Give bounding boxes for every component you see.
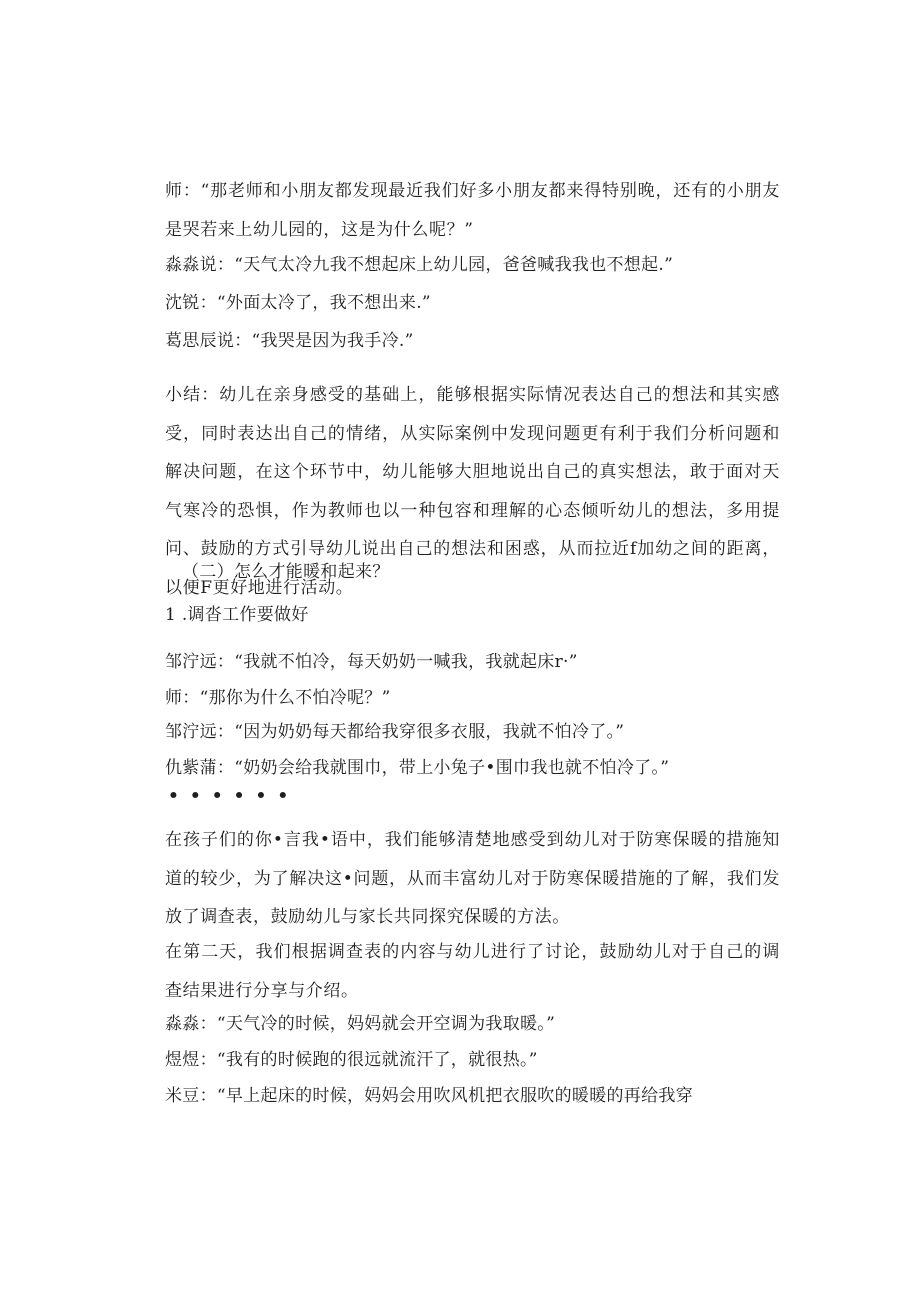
subsection-one-title: 1 .调沓工作要做好 <box>165 605 309 625</box>
miaomiao-reply: 淼淼说：“天气太冷九我不想起床上幼儿园，爸爸喊我我也不想起.” <box>165 255 674 275</box>
teacher-question-2: 师：“那你为什么不怕冷呢？” <box>165 688 391 708</box>
shenrui-reply: 沈锐：“外面太冷了，我不想出来.” <box>165 293 431 313</box>
qiu-reply: 仇紫蒲：“奶奶会给我就围巾，带上小兔子•围巾我也就不怕冷了。” <box>165 758 670 778</box>
midou-reply: 米豆：“早上起床的时候，妈妈会用吹风机把衣服吹的暖暖的再给我穿 <box>165 1086 693 1106</box>
summary-paragraph: 小结：幼儿在亲身感受的基础上，能够根据实际情况表达自己的想法和其实感受，同时表达出自己的情绪，从实际案例中发现问题更有利于我们分析问题和解决问题，在这个环节中，幼儿能够大胆地说出自己的真实想法，敢于面对天气寒冷的恐惧，作为教师也以一种包容和理解的心态倾听幼儿的想法，多用提问、鼓励的方式引导幼儿说出自己的想法和困惑，从而拉近f加幼之间的距离，以便F更好地进行活动。 <box>165 385 780 598</box>
section-two-title: （二）怎么才能暖和起来？ <box>182 562 390 582</box>
paragraph-next-day: 在第二天，我们根据调查表的内容与幼儿进行了讨论，鼓励幼儿对于自己的调查结果进行分享与介绍。 <box>165 942 780 1001</box>
zou-reply-1: 邹泞远：“我就不怕冷，每天奶奶一喊我，我就起床r·” <box>165 652 578 672</box>
ellipsis: •••••• <box>168 786 300 806</box>
paragraph-children-discussion: 在孩子们的你•言我•语中，我们能够清楚地感受到幼儿对于防寒保暖的措施知道的较少，为了解决这•问题，从而丰富幼儿对于防寒保暖措施的了解，我们发放了调查表，鼓励幼儿与家长共同探究保暖的方法。 <box>165 830 780 927</box>
zou-reply-2: 邹泞远：“因为奶奶每天都给我穿很多衣服，我就不怕冷了。” <box>165 722 625 742</box>
teacher-question: 师：“那老师和小朋友都发现最近我们好多小朋友都来得特别晚，还有的小朋友是哭若来上幼儿园的，这是为什么呢？” <box>165 181 780 240</box>
gesichen-reply: 葛思辰说：“我哭是因为我手冷.” <box>165 331 414 351</box>
miaomiao-reply-2: 淼淼：“天气冷的时候，妈妈就会开空调为我取暖。” <box>165 1014 556 1034</box>
yuyu-reply: 煜煜：“我有的时候跑的很远就流汗了，就很热。” <box>165 1050 538 1070</box>
